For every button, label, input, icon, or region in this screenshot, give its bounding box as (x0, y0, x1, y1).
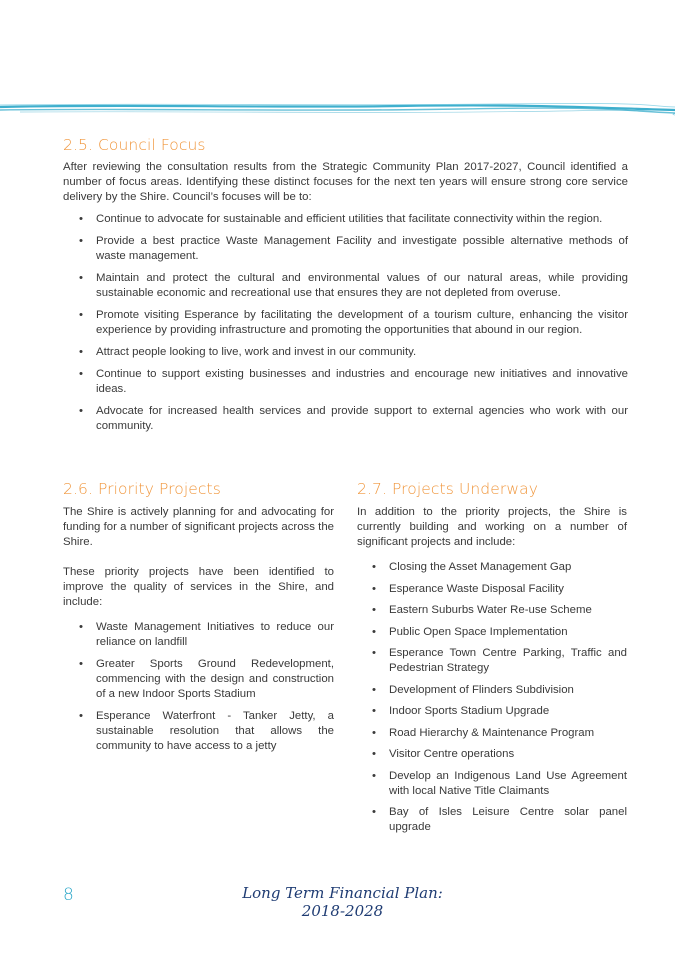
header-wave-rule (0, 96, 675, 122)
section-heading: 2.5. Council Focus (63, 136, 206, 154)
list-item: • Esperance Waterfront - Tanker Jetty, a sustainable resolution that allows the community to have access to a jetty (96, 709, 334, 754)
list-item: • Attract people looking to live, work and invest in our community. (96, 345, 628, 360)
list-item: • Greater Sports Ground Redevelopment, commencing with the design and construction of a new Indoor Sports Stadium (96, 657, 334, 702)
list-item: • Public Open Space Implementation (389, 625, 627, 640)
priority-projects-list (63, 620, 334, 754)
section-intro: After reviewing the consultation results from the Strategic Community Plan 2017-2027, Council identified a number of focus areas. Identifying these distinct focuses for the next ten years will ensure strong core service delivery by the Shire. Council’s focuses will be to: (63, 161, 628, 203)
list-item: • Waste Management Initiatives to reduce our reliance on landfill (96, 620, 334, 650)
list-item: • Development of Flinders Subdivision (389, 683, 627, 698)
section-paragraph: The Shire is actively planning for and advocating for funding for a number of significant projects across the Shire. (63, 506, 334, 548)
section-paragraph: These priority projects have been identified to improve the quality of services in the Shire, and include: (63, 566, 334, 608)
page-number: 8 (63, 885, 74, 905)
list-item: • Continue to support existing businesses and industries and encourage new initiatives and innovative ideas. (96, 367, 628, 397)
list-item: • Bay of Isles Leisure Centre solar panel upgrade (389, 805, 627, 835)
section-heading: 2.6. Priority Projects (63, 480, 221, 498)
list-item: • Develop an Indigenous Land Use Agreement with local Native Title Claimants (389, 769, 627, 799)
list-item: • Promote visiting Esperance by facilitating the development of a tourism culture, enhancing the visitor experience by providing infrastructure and promoting the opportunities that abound in our region. (96, 308, 628, 338)
list-item: • Esperance Waste Disposal Facility (389, 582, 627, 597)
section-council-focus (63, 135, 628, 441)
section-paragraph: In addition to the priority projects, the Shire is currently building and working on a number of significant projects and include: (357, 506, 627, 548)
section-projects-underway (357, 479, 627, 842)
list-item: • Provide a best practice Waste Management Facility and investigate possible alternative methods of waste management. (96, 234, 628, 264)
list-item: • Eastern Suburbs Water Re-use Scheme (389, 603, 627, 618)
list-item: • Visitor Centre operations (389, 747, 627, 762)
council-focus-list (63, 212, 628, 434)
list-item: • Indoor Sports Stadium Upgrade (389, 704, 627, 719)
list-item: • Advocate for increased health services and provide support to external agencies who work with our community. (96, 404, 628, 434)
list-item: • Road Hierarchy & Maintenance Program (389, 726, 627, 741)
list-item: • Continue to advocate for sustainable and efficient utilities that facilitate connectivity within the region. (96, 212, 628, 227)
list-item: • Maintain and protect the cultural and environmental values of our natural areas, while providing sustainable economic and recreational use that ensures they are not depleted from overuse. (96, 271, 628, 301)
section-heading: 2.7. Projects Underway (357, 480, 539, 498)
list-item: • Closing the Asset Management Gap (389, 560, 627, 575)
list-item: • Esperance Town Centre Parking, Traffic and Pedestrian Strategy (389, 646, 627, 676)
footer-title: Long Term Financial Plan: 2018-2028 (242, 884, 443, 920)
section-priority-projects (63, 479, 334, 761)
projects-underway-list (357, 560, 627, 835)
